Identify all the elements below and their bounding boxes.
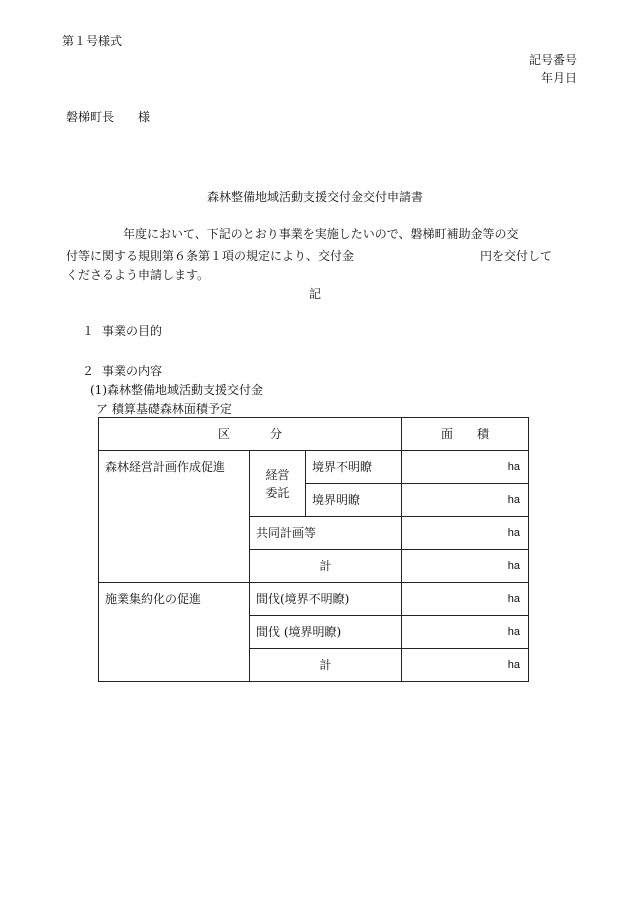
- addressee-name: 磐梯町長: [66, 110, 115, 124]
- table-header-row: [99, 418, 529, 451]
- keiei-itaku: [250, 451, 306, 517]
- row-kanbatsu-mei: 間伐 (境界明瞭): [250, 616, 402, 649]
- row-kyodo: 共同計画等: [250, 517, 402, 550]
- ki-heading: 記: [308, 287, 321, 301]
- addressee: [66, 109, 150, 125]
- header-menseki-2: 積: [477, 427, 490, 441]
- section-2-label: 事業の内容: [102, 364, 163, 378]
- section-1: [82, 323, 162, 339]
- section-2: [82, 363, 162, 379]
- subsection-1: (1)森林整備地域活動支援交付金: [90, 383, 263, 397]
- table-row: [99, 583, 529, 616]
- body-line-2a: 付等に関する規則第６条第１項の規定により、交付金: [66, 249, 355, 263]
- body-line-1: 年度において、下記のとおり事業を実施したいので、磐梯町補助金等の交: [123, 227, 519, 241]
- header-menseki: [402, 418, 529, 451]
- row-kei-2: 計: [250, 649, 402, 682]
- unit-ha: ha: [402, 649, 529, 682]
- group-segyo-shuyaku: 施業集約化の促進: [99, 583, 250, 682]
- group-shinrin-keiei: 森林経営計画作成促進: [99, 451, 250, 583]
- header-kubun: [99, 418, 402, 451]
- header-menseki-1: 面: [441, 427, 454, 441]
- subsection-a: ア 積算基礎森林面積予定: [96, 402, 232, 416]
- row-kyokai-fumei: 境界不明瞭: [306, 451, 402, 484]
- unit-ha: ha: [402, 616, 529, 649]
- unit-ha: ha: [402, 583, 529, 616]
- date-label: 年月日: [540, 71, 577, 85]
- form-number: 第１号様式: [62, 34, 123, 48]
- area-table: [98, 417, 529, 682]
- record-number-label: 記号番号: [528, 53, 577, 67]
- body-line-2b: 円を交付して: [480, 249, 553, 263]
- unit-ha: ha: [402, 517, 529, 550]
- table-row: [99, 451, 529, 484]
- unit-ha: ha: [402, 451, 529, 484]
- row-kei-1: 計: [250, 550, 402, 583]
- keiei-itaku-1: 経営: [265, 467, 290, 482]
- row-kyokai-mei: 境界明瞭: [306, 484, 402, 517]
- body-line-3: くださるよう申請します。: [66, 268, 210, 282]
- unit-ha: ha: [402, 550, 529, 583]
- row-kanbatsu-fumei: 間伐(境界不明瞭): [250, 583, 402, 616]
- header-kubun-1: 区: [217, 427, 230, 441]
- header-kubun-2: 分: [270, 427, 283, 441]
- addressee-honorific: 様: [138, 110, 151, 124]
- section-1-number: １: [82, 324, 95, 338]
- unit-ha: ha: [402, 484, 529, 517]
- document-title: 森林整備地域活動支援交付金交付申請書: [206, 190, 423, 204]
- section-2-number: ２: [82, 364, 95, 378]
- section-1-label: 事業の目的: [102, 324, 163, 338]
- keiei-itaku-2: 委託: [265, 485, 290, 500]
